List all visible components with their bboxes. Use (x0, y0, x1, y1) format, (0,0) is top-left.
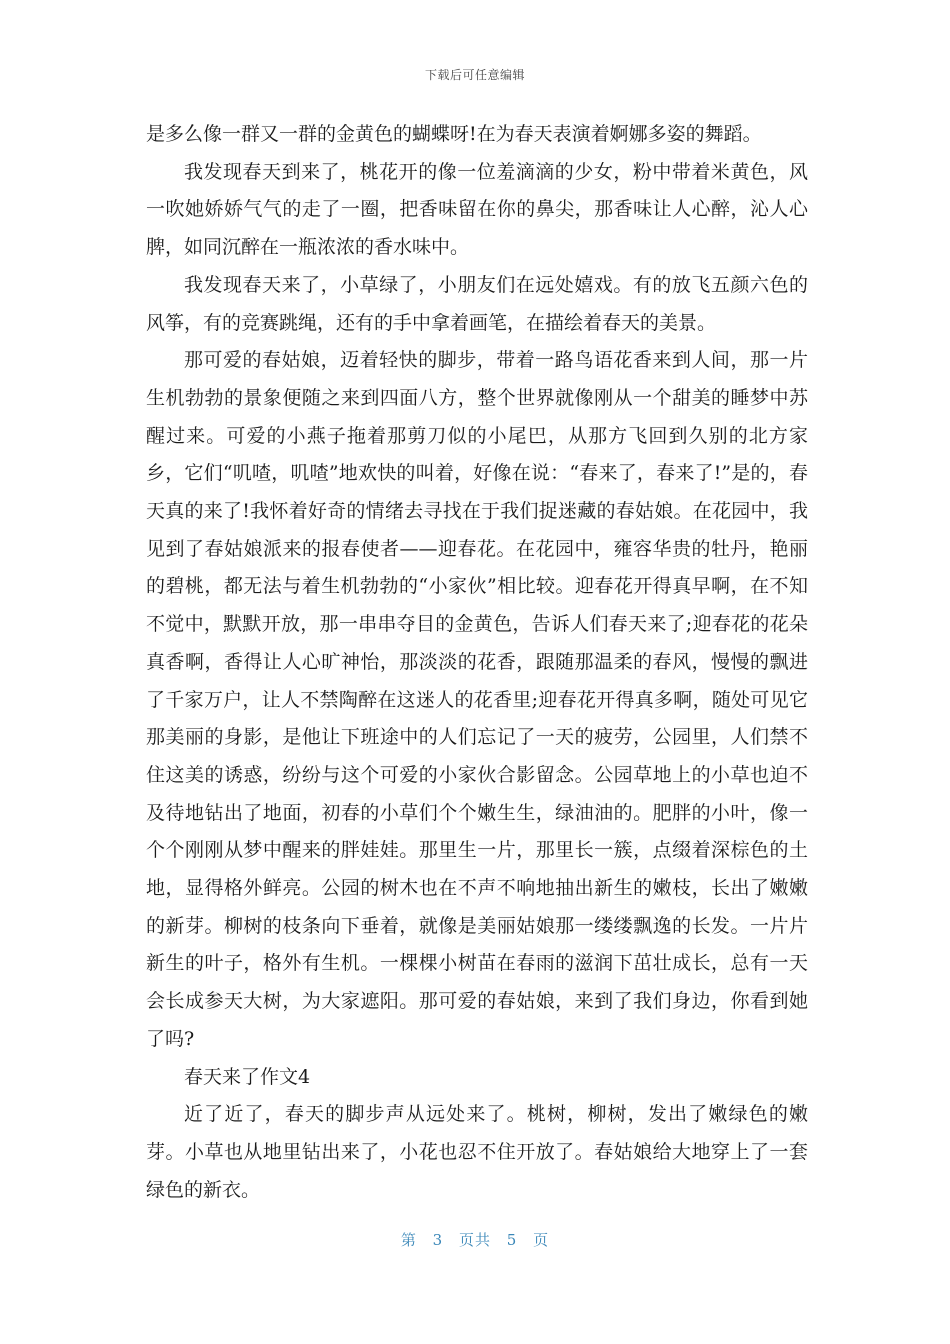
paragraph-continuation: 是多么像一群又一群的金黄色的蝴蝶呀!在为春天表演着婀娜多姿的舞蹈。 (146, 123, 762, 145)
paragraph: 我发现春天到来了，桃花开的像一位羞滴滴的少女，粉中带着米黄色，风一吹她娇娇气气的走了一圈，把香味留在你的鼻尖，那香味让人心醉，沁人心脾，如同沉醉在一瓶浓浓的香水味中。 (146, 160, 808, 259)
paragraph: 近了近了，春天的脚步声从远处来了。桃树，柳树，发出了嫩绿色的嫩芽。小草也从地里钻出来了，小花也忍不住开放了。春姑娘给大地穿上了一套绿色的新衣。 (146, 1103, 808, 1201)
paragraph: 我发现春天来了，小草绿了，小朋友们在远处嬉戏。有的放飞五颜六色的风筝，有的竞赛跳绳，还有的手中拿着画笔，在描绘着春天的美景。 (146, 273, 808, 334)
page-footer (0, 1229, 950, 1250)
page-header: 下载后可任意编辑 (424, 68, 525, 82)
footer-middle: 页共 (458, 1231, 491, 1249)
footer-current-page: 3 (432, 1231, 444, 1249)
document-body (146, 116, 808, 1209)
footer-suffix: 页 (533, 1231, 550, 1249)
paragraph: 那可爱的春姑娘，迈着轻快的脚步，带着一路鸟语花香来到人间，那一片生机勃勃的景象便随之来到四面八方，整个世界就像刚从一个甜美的睡梦中苏醒过来。可爱的小燕子拖着那剪刀似的小尾巴，从那方飞回到久别的北方家乡，它们“叽喳，叽喳”地欢快的叫着，好像在说：“春来了，春来了!”是的，春天真的来了!我怀着好奇的情绪去寻找在于我们捉迷藏的春姑娘。在花园中，我见到了春姑娘派来的报春使者——迎春花。在花园中，雍容华贵的牡丹，艳丽的碧桃，都无法与着生机勃勃的“小家伙”相比较。迎春花开得真早啊，在不知不觉中，默默开放，那一串串夺目的金黄色，告诉人们春天来了;迎春花的花朵真香啊，香得让人心旷神怡，那淡淡的花香，跟随那温柔的春风，慢慢的飘进了千家万户，让人不禁陶醉在这迷人的花香里;迎春花开得真多啊，随处可见它那美丽的身影，是他让下班途中的人们忘记了一天的疲劳，公园里，人们禁不住这美的诱惑，纷纷与这个可爱的小家伙合影留念。公园草地上的小草也迫不及待地钻出了地面，初春的小草们个个嫩生生，绿油油的。肥胖的小叶，像一个个刚刚从梦中醒来的胖娃娃。那里生一片，那里长一簇，点缀着深棕色的土地，显得格外鲜亮。公园的树木也在不声不响地抽出新生的嫩枝，长出了嫩嫩的新芽。柳树的枝条向下垂着，就像是美丽姑娘那一缕缕飘逸的长发。一片片新生的叶子，格外有生机。一棵棵小树苗在春雨的滋润下茁壮成长，总有一天会长成参天大树，为大家遮阳。那可爱的春姑娘，来到了我们身边，你看到她了吗? (146, 349, 808, 1050)
footer-prefix: 第 (400, 1231, 417, 1249)
section-title: 春天来了作文4 (184, 1065, 311, 1088)
footer-total-pages: 5 (506, 1231, 518, 1249)
